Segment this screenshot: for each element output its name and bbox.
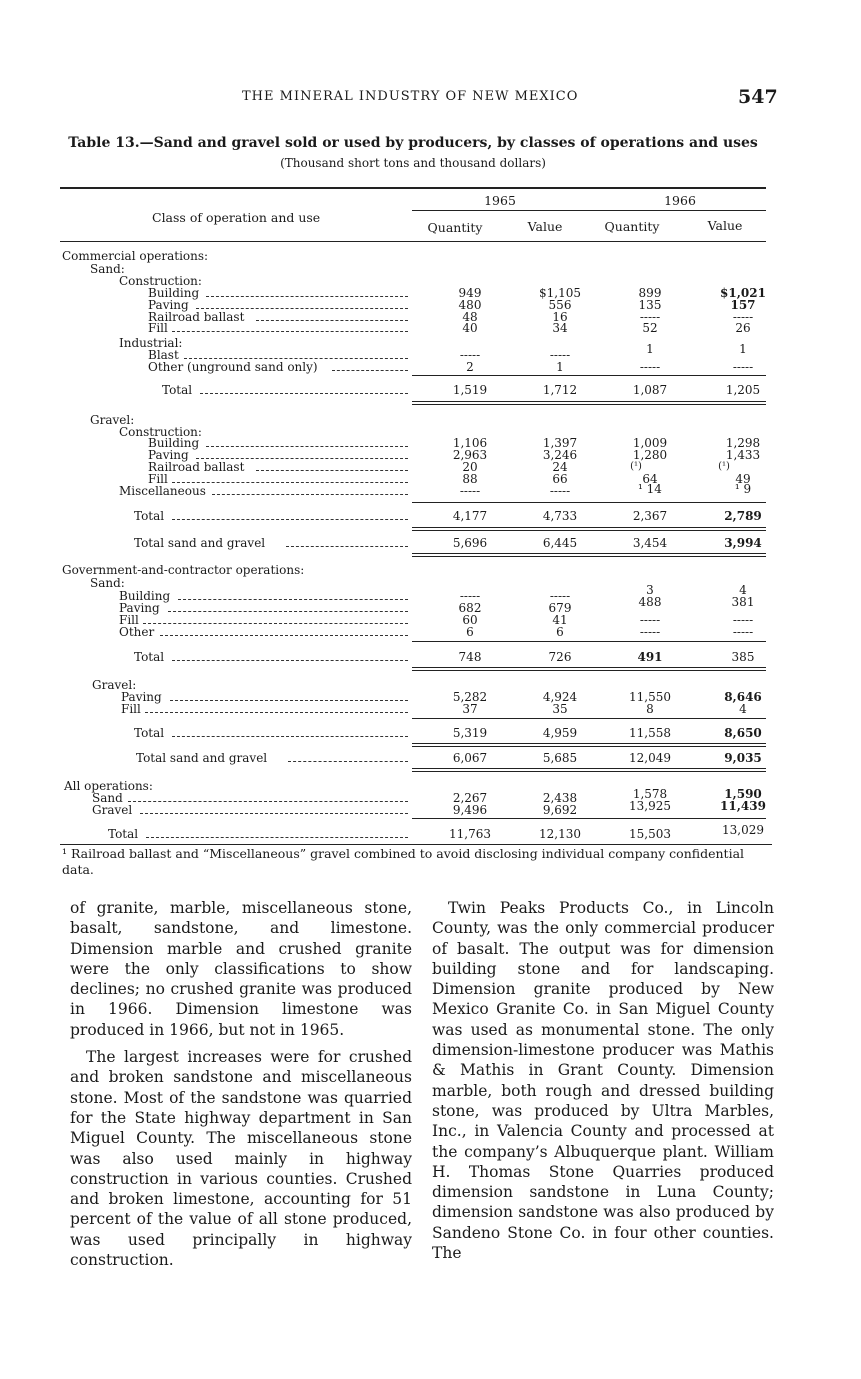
cell: ----- (639, 613, 661, 627)
cell: $1,021 (720, 286, 766, 300)
label: Railroad ballast (148, 460, 245, 474)
cell: 2,367 (632, 509, 668, 523)
cell: ----- (459, 484, 481, 498)
cell: ¹ 9 (734, 482, 752, 496)
cell: 64 (642, 472, 658, 486)
col-quantity-1965: Quantity (427, 220, 483, 235)
cell: 2,963 (452, 448, 488, 462)
cell: 9,496 (452, 803, 488, 817)
cell: 679 (548, 601, 572, 615)
label: Gravel (92, 803, 133, 817)
cell: 4,924 (542, 690, 578, 704)
leader-dots (172, 482, 408, 483)
cell: 11,558 (629, 726, 671, 740)
cell: 157 (730, 298, 756, 312)
cell: 2,789 (724, 509, 762, 523)
label: Paving (121, 690, 162, 704)
leader-dots (206, 296, 408, 297)
subtotal-rule (412, 375, 766, 376)
table-top-rule (60, 187, 766, 189)
paragraph: The largest increases were for crushed and broken sandstone and miscellaneous stone. Most of the sandstone was quarried for the State highway department in San Miguel County. The miscellaneous stone was also used mainly in highway construction in various counties. Crushed and broken limestone, accounting for 51 percent of the value of all stone produced, was used principally in highway construction. (70, 1048, 412, 1270)
cell: 1,590 (724, 787, 762, 801)
cell: 1,433 (725, 448, 761, 462)
cell: 41 (552, 613, 568, 627)
cell: 4,959 (542, 726, 578, 740)
cell: 34 (552, 321, 568, 335)
cell: 1,712 (542, 383, 578, 397)
total-double-rule (412, 771, 766, 772)
leader-dots (184, 358, 408, 359)
total-double-rule (412, 404, 766, 405)
cell: ----- (639, 625, 661, 639)
cell: 66 (552, 472, 568, 486)
cell: 1,280 (632, 448, 668, 462)
total-double-rule (412, 401, 766, 402)
cell: 3,994 (724, 536, 762, 550)
cell: 5,282 (452, 690, 488, 704)
col-value-1965: Value (527, 219, 563, 234)
label: All operations: (64, 779, 153, 793)
table-subtitle: (Thousand short tons and thousand dollars) (280, 156, 546, 170)
cell: 491 (637, 650, 663, 664)
cell: (¹) (630, 461, 642, 472)
cell: 11,550 (629, 690, 671, 704)
cell: 88 (462, 472, 478, 486)
cell: ----- (549, 589, 571, 603)
leader-dots (286, 546, 408, 547)
label: Fill (121, 702, 141, 716)
header-bottom-rule (60, 241, 766, 242)
cell: (¹) (718, 461, 730, 472)
body-column-left (70, 898, 412, 1277)
total-double-rule (412, 530, 766, 531)
cell: 1,397 (542, 436, 578, 450)
label: Sand (92, 791, 123, 805)
cell: 9,035 (724, 751, 762, 765)
cell: 1 (556, 360, 564, 374)
leader-dots (196, 458, 408, 459)
label: Total (162, 383, 193, 397)
leader-dots (196, 308, 408, 309)
total-double-rule (412, 746, 766, 747)
cell: ----- (732, 360, 754, 374)
label: Construction: (119, 274, 202, 288)
label: Paving (148, 298, 189, 312)
label: Blast (148, 348, 179, 362)
cell: 385 (731, 650, 755, 664)
cell: 2,267 (452, 791, 488, 805)
cell: 1,578 (632, 787, 668, 801)
label: Other (119, 625, 155, 639)
cell: ----- (639, 310, 661, 324)
label: Commercial operations: (62, 249, 209, 263)
cell: 49 (735, 472, 751, 486)
cell: 26 (735, 321, 751, 335)
year-1965: 1965 (484, 193, 516, 208)
leader-dots (146, 837, 408, 838)
label: Government-and-contractor operations: (62, 563, 305, 577)
cell: 52 (642, 321, 658, 335)
class-header: Class of operation and use (152, 210, 321, 225)
cell: 748 (458, 650, 482, 664)
label: Building (148, 436, 200, 450)
cell: 6 (556, 625, 564, 639)
label: Total (134, 650, 165, 664)
leader-dots (140, 813, 408, 814)
cell: 16 (552, 310, 568, 324)
cell: 60 (462, 613, 478, 627)
cell: 381 (731, 595, 755, 609)
leader-dots (206, 446, 408, 447)
cell: 12,130 (539, 827, 581, 841)
leader-dots (200, 393, 408, 394)
cell: 3 (646, 583, 654, 597)
cell: 9,692 (542, 803, 578, 817)
leader-dots (168, 611, 408, 612)
cell: 726 (548, 650, 572, 664)
cell: 6,445 (542, 536, 578, 550)
cell: 5,696 (452, 536, 488, 550)
cell: ¹ 14 (638, 482, 662, 496)
table-footnote: ¹ Railroad ballast and “Miscellaneous” gravel combined to avoid disclosing individual company confidential data. (62, 846, 745, 877)
label: Industrial: (119, 336, 183, 350)
cell: 1,205 (725, 383, 761, 397)
leader-dots (172, 519, 408, 520)
cell: 2 (466, 360, 474, 374)
cell: 1,106 (452, 436, 488, 450)
leader-dots (170, 700, 408, 701)
total-double-rule (412, 527, 766, 528)
cell: 8 (646, 702, 654, 716)
table-bottom-rule (60, 844, 772, 845)
cell: 4 (739, 583, 747, 597)
cell: 3,246 (542, 448, 578, 462)
cell: 40 (462, 321, 478, 335)
label: Total (134, 509, 165, 523)
label: Fill (148, 321, 168, 335)
cell: 6,067 (452, 751, 488, 765)
cell: 4,733 (542, 509, 578, 523)
leader-dots (143, 623, 408, 624)
leader-dots (172, 736, 408, 737)
cell: 4,177 (452, 509, 488, 523)
label: Other (unground sand only) (148, 360, 318, 374)
subtotal-rule (412, 641, 766, 642)
cell: $1,105 (539, 286, 581, 300)
cell: 24 (552, 460, 568, 474)
label: Building (148, 286, 200, 300)
cell: 3,454 (632, 536, 668, 550)
label: Fill (148, 472, 168, 486)
cell: 35 (552, 702, 568, 716)
label: Paving (119, 601, 160, 615)
cell: 1,087 (632, 383, 668, 397)
cell: 8,646 (724, 690, 762, 704)
cell: 11,763 (449, 827, 491, 841)
label: Total (108, 827, 139, 841)
cell: ----- (549, 484, 571, 498)
year-rule (412, 210, 766, 211)
paragraph: Twin Peaks Products Co., in Lincoln County, was the only commercial producer of basalt. The output was for dimension building stone and for landscaping. Dimension granite produced by New Mexico Granite Co. in San Miguel County was used as monumental stone. The only dimension-limestone producer was Mathis & Mathis in Grant County. Dimension marble, both rough and dressed building stone, was produced by Ultra Marbles, Inc., in Valencia County and processed at the company’s Albuquerque plant. William H. Thomas Stone Quarries produced dimension sandstone in Luna County; dimension sandstone was also produced by Sandeno Stone Co. in four other counties. The (432, 899, 774, 1263)
cell: 11,439 (720, 799, 766, 813)
cell: ----- (459, 589, 481, 603)
cell: 135 (638, 298, 662, 312)
leader-dots (256, 470, 408, 471)
cell: 4 (739, 702, 747, 716)
page-number: 547 (738, 86, 778, 108)
cell: 5,319 (452, 726, 488, 740)
cell: ----- (459, 348, 481, 362)
table-title: Table 13.—Sand and gravel sold or used by producers, by classes of operations and uses (68, 135, 758, 151)
label: Total sand and gravel (134, 536, 266, 550)
cell: 1,298 (725, 436, 761, 450)
cell: ----- (732, 310, 754, 324)
leader-dots (178, 599, 408, 600)
body-column-right (432, 898, 774, 1270)
cell: 480 (458, 298, 482, 312)
col-value-1966: Value (707, 218, 743, 233)
label: Sand: (90, 576, 125, 590)
subtotal-rule (412, 502, 766, 503)
leader-dots (288, 761, 408, 762)
cell: 949 (458, 286, 482, 300)
leader-dots (256, 320, 408, 321)
cell: ----- (639, 360, 661, 374)
cell: 1,519 (452, 383, 488, 397)
cell: 15,503 (629, 827, 671, 841)
cell: ----- (732, 613, 754, 627)
cell: 2,438 (542, 791, 578, 805)
total-double-rule (412, 556, 766, 557)
leader-dots (160, 635, 408, 636)
total-double-rule (412, 743, 766, 744)
cell: 8,650 (724, 726, 762, 740)
cell: 20 (462, 460, 478, 474)
leader-dots (128, 801, 408, 802)
label: Building (119, 589, 171, 603)
total-double-rule (412, 670, 766, 671)
paragraph: of granite, marble, miscellaneous stone, basalt, sandstone, and limestone. Dimension marble and crushed granite were the only classifications to show declines; no crushed granite was produced in 1966. Dimension limestone was produced in 1966, but not in 1965. (70, 899, 412, 1039)
cell: 1,009 (632, 436, 668, 450)
cell: 48 (462, 310, 478, 324)
cell: 1 (739, 342, 747, 356)
cell: 556 (548, 298, 572, 312)
cell: 682 (458, 601, 482, 615)
leader-dots (172, 660, 408, 661)
total-double-rule (412, 667, 766, 668)
cell: 488 (638, 595, 662, 609)
cell: 12,049 (629, 751, 671, 765)
cell: 37 (462, 702, 478, 716)
running-head: THE MINERAL INDUSTRY OF NEW MEXICO (242, 89, 579, 104)
label: Gravel: (92, 678, 137, 692)
total-double-rule (412, 553, 766, 554)
label: Railroad ballast (148, 310, 245, 324)
label: Construction: (119, 425, 202, 439)
cell: 899 (638, 286, 662, 300)
cell: 13,029 (722, 823, 764, 837)
leader-dots (212, 494, 408, 495)
cell: 6 (466, 625, 474, 639)
year-1966: 1966 (664, 193, 696, 208)
label: Paving (148, 448, 189, 462)
leader-dots (145, 712, 408, 713)
total-double-rule (412, 768, 766, 769)
leader-dots (172, 331, 408, 332)
label: Gravel: (90, 413, 135, 427)
label: Fill (119, 613, 139, 627)
cell: ----- (549, 348, 571, 362)
label: Total sand and gravel (136, 751, 268, 765)
label: Miscellaneous (119, 484, 206, 498)
subtotal-rule (412, 718, 766, 719)
label: Sand: (90, 262, 125, 276)
cell: ----- (732, 625, 754, 639)
leader-dots (332, 370, 408, 371)
label: Total (134, 726, 165, 740)
cell: 5,685 (542, 751, 578, 765)
col-quantity-1966: Quantity (604, 219, 660, 234)
subtotal-rule (412, 818, 766, 819)
cell: 13,925 (629, 799, 671, 813)
cell: 1 (646, 342, 654, 356)
